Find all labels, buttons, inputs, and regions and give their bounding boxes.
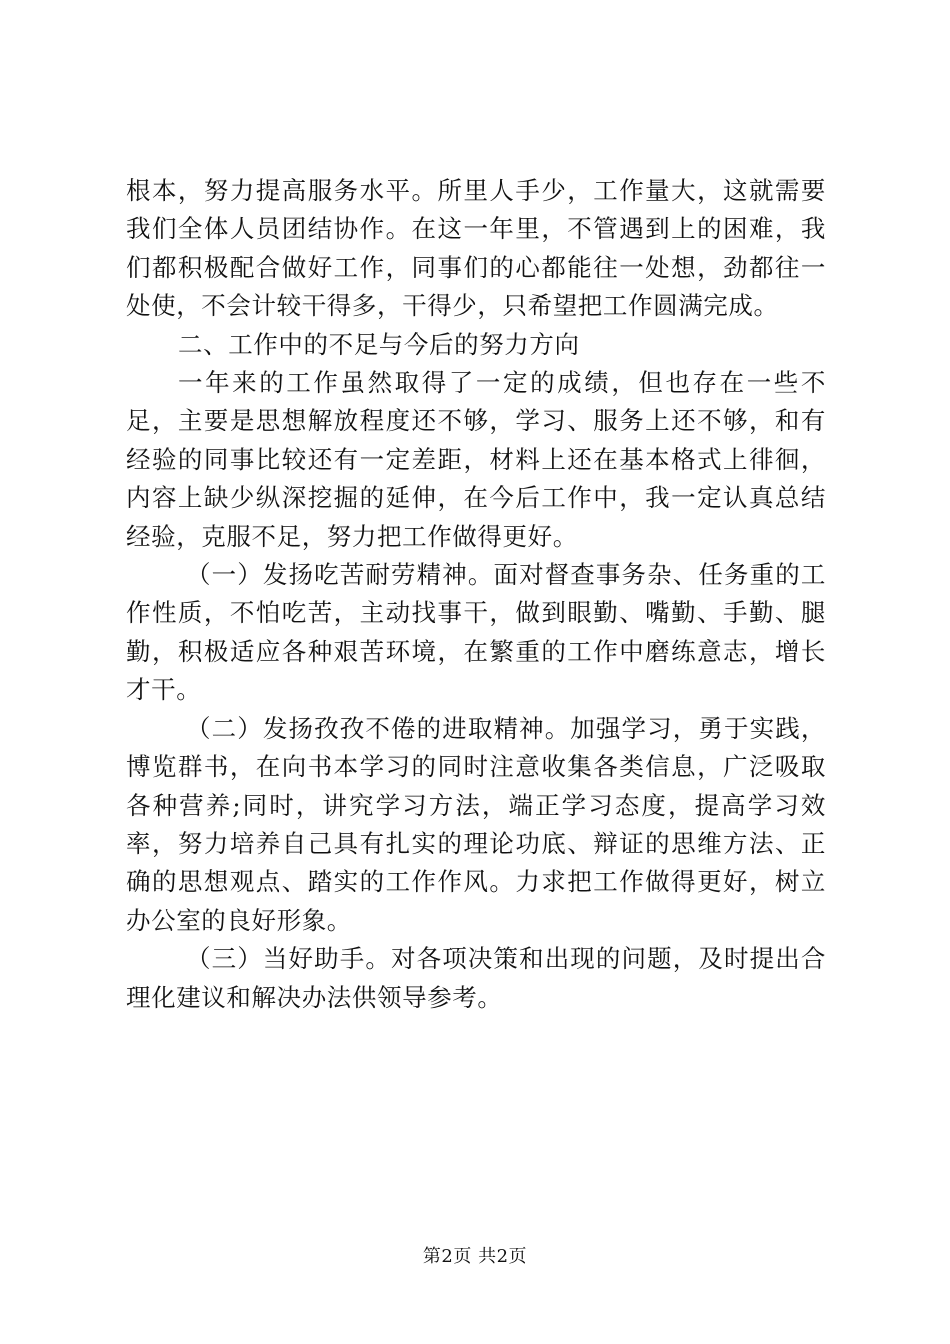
document-body — [126, 172, 826, 1017]
page-number-footer: 第2页 共2页 — [422, 1246, 528, 1267]
paragraph-continuation: 根本，努力提高服务水平。所里人手少，工作量大，这就需要我们全体人员团结协作。在这一年里，不管遇到上的困难，我们都积极配合做好工作，同事们的心都能往一处想，劲都往一处使，不会计较干得多，干得少，只希望把工作圆满完成。 — [126, 176, 826, 321]
paragraph-shortcomings: 一年来的工作虽然取得了一定的成绩，但也存在一些不足，主要是思想解放程度还不够，学习、服务上还不够，和有经验的同事比较还有一定差距，材料上还在基本格式上徘徊，内容上缺少纵深挖掘的延伸，在今后工作中，我一定认真总结经验，克服不足，努力把工作做得更好。 — [126, 368, 826, 551]
paragraph-item-3: （三）当好助手。对各项决策和出现的问题，及时提出合理化建议和解决办法供领导参考。 — [126, 944, 826, 1012]
section-heading: 二、工作中的不足与今后的努力方向 — [178, 329, 580, 359]
paragraph-item-2: （二）发扬孜孜不倦的进取精神。加强学习，勇于实践，博览群书，在向书本学习的同时注意收集各类信息，广泛吸取各种营养;同时，讲究学习方法，端正学习态度，提高学习效率，努力培养自己具有扎实的理论功底、辩证的思维方法、正确的思想观点、踏实的工作作风。力求把工作做得更好，树立办公室的良好形象。 — [126, 713, 826, 935]
paragraph-item-1: （一）发扬吃苦耐劳精神。面对督查事务杂、任务重的工作性质，不怕吃苦，主动找事干，做到眼勤、嘴勤、手勤、腿勤，积极适应各种艰苦环境，在繁重的工作中磨练意志，增长才干。 — [126, 560, 826, 705]
